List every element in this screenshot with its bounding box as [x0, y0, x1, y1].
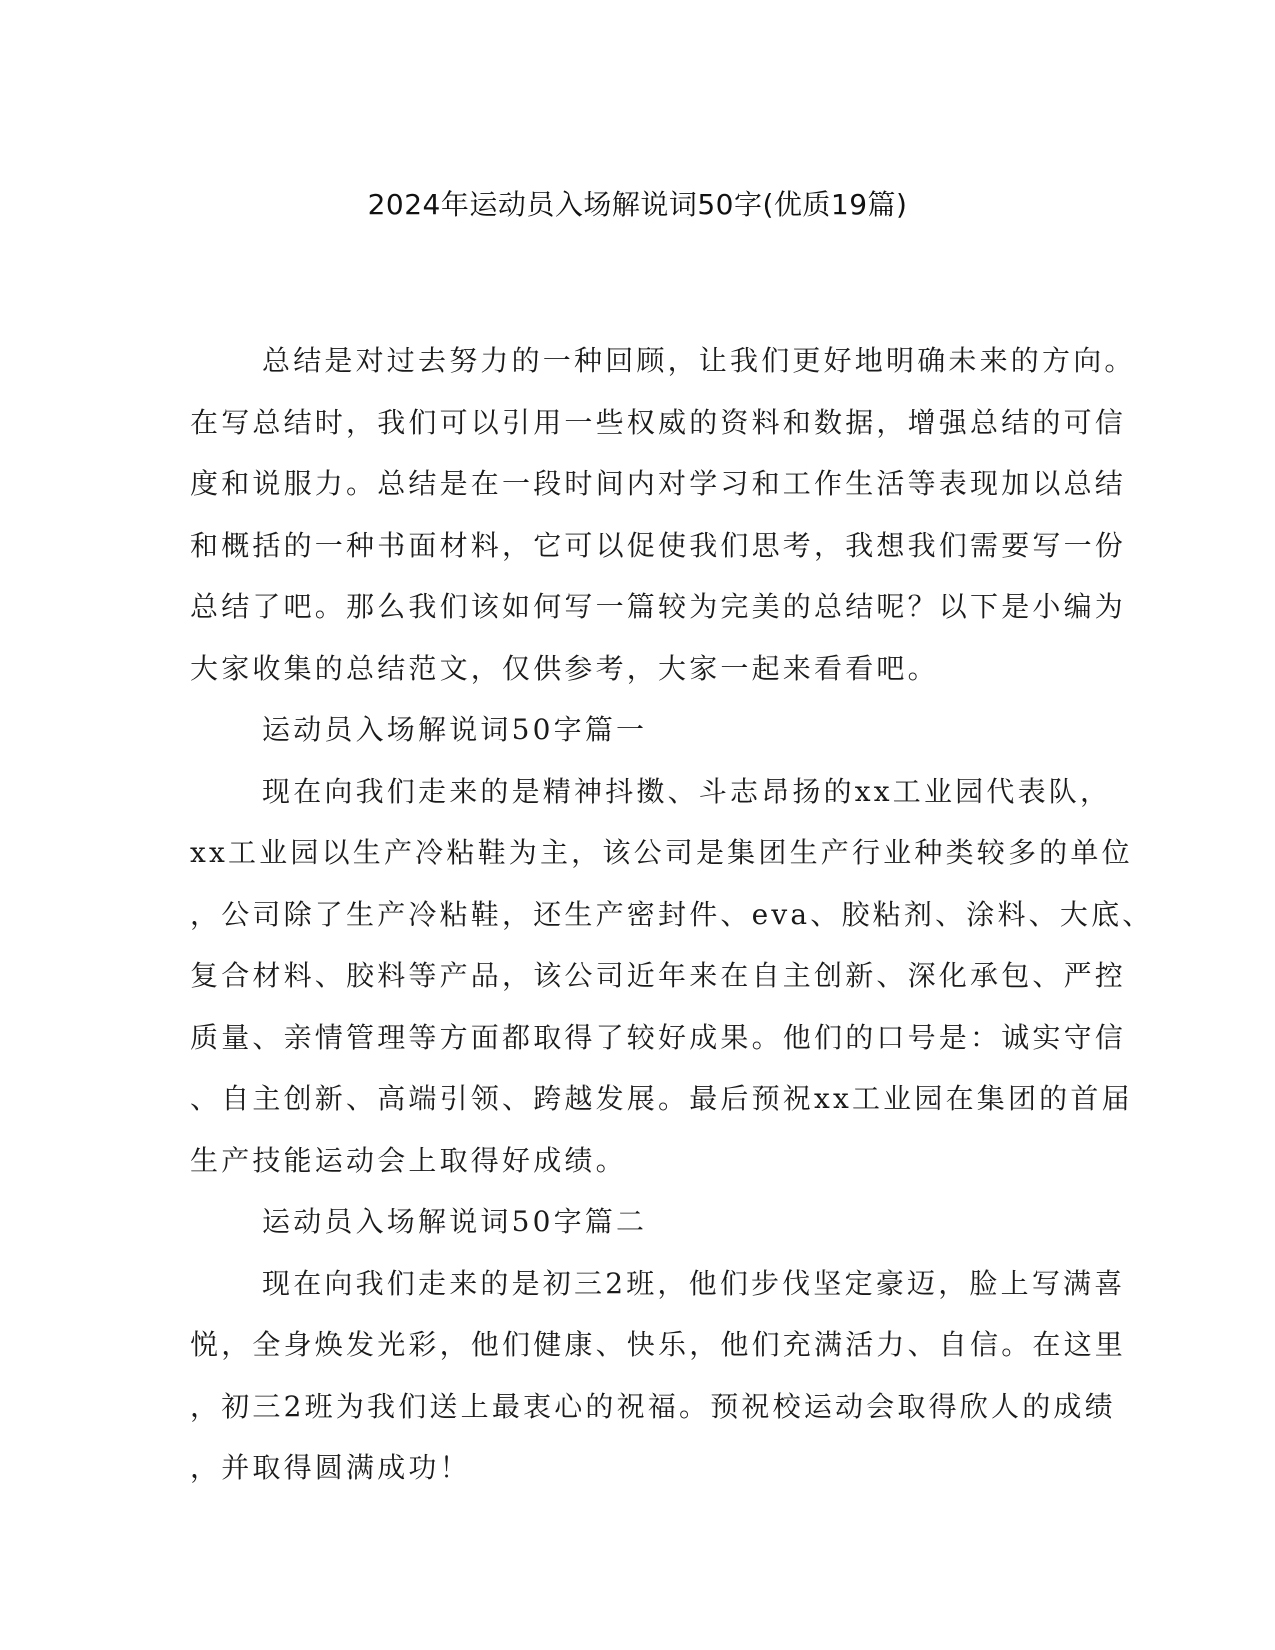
- text-line: 总结了吧。那么我们该如何写一篇较为完美的总结呢？以下是小编为: [190, 590, 1127, 623]
- text-line: 在写总结时，我们可以引用一些权威的资料和数据，增强总结的可信: [190, 405, 1127, 439]
- document-body: [190, 330, 1154, 1499]
- document-title: 2024年运动员入场解说词50字(优质19篇): [367, 188, 908, 221]
- text-line: 复合材料、胶料等产品，该公司近年来在自主创新、深化承包、严控: [190, 959, 1127, 992]
- text-line: 运动员入场解说词50字篇二: [262, 1205, 648, 1238]
- text-line: xx工业园以生产冷粘鞋为主，该公司是集团生产行业种类较多的单位: [190, 836, 1133, 869]
- text-line: 运动员入场解说词50字篇一: [262, 713, 648, 746]
- text-line: 、自主创新、高端引领、跨越发展。最后预祝xx工业园在集团的首届: [190, 1082, 1133, 1115]
- text-line: 总结是对过去努力的一种回顾，让我们更好地明确未来的方向。: [262, 344, 1136, 377]
- text-line: ，公司除了生产冷粘鞋，还生产密封件、eva、胶粘剂、涂料、大底、: [190, 897, 1154, 931]
- text-line: 悦，全身焕发光彩，他们健康、快乐，他们充满活力、自信。在这里: [190, 1328, 1127, 1361]
- text-line: 和概括的一种书面材料，它可以促使我们思考，我想我们需要写一份: [190, 528, 1127, 562]
- text-line: 现在向我们走来的是初三2班，他们步伐坚定豪迈，脸上写满喜: [262, 1266, 1126, 1300]
- text-line: 生产技能运动会上取得好成绩。: [190, 1143, 627, 1177]
- text-line: 度和说服力。总结是在一段时间内对学习和工作生活等表现加以总结: [190, 467, 1127, 500]
- text-line: ，并取得圆满成功！: [190, 1451, 471, 1484]
- text-line: 质量、亲情管理等方面都取得了较好成果。他们的口号是：诚实守信: [190, 1020, 1127, 1054]
- text-line: 现在向我们走来的是精神抖擞、斗志昂扬的xx工业园代表队，: [262, 774, 1112, 808]
- text-line: ，初三2班为我们送上最衷心的祝福。预祝校运动会取得欣人的成绩: [190, 1389, 1116, 1423]
- text-line: 大家收集的总结范文，仅供参考，大家一起来看看吧。: [190, 651, 939, 685]
